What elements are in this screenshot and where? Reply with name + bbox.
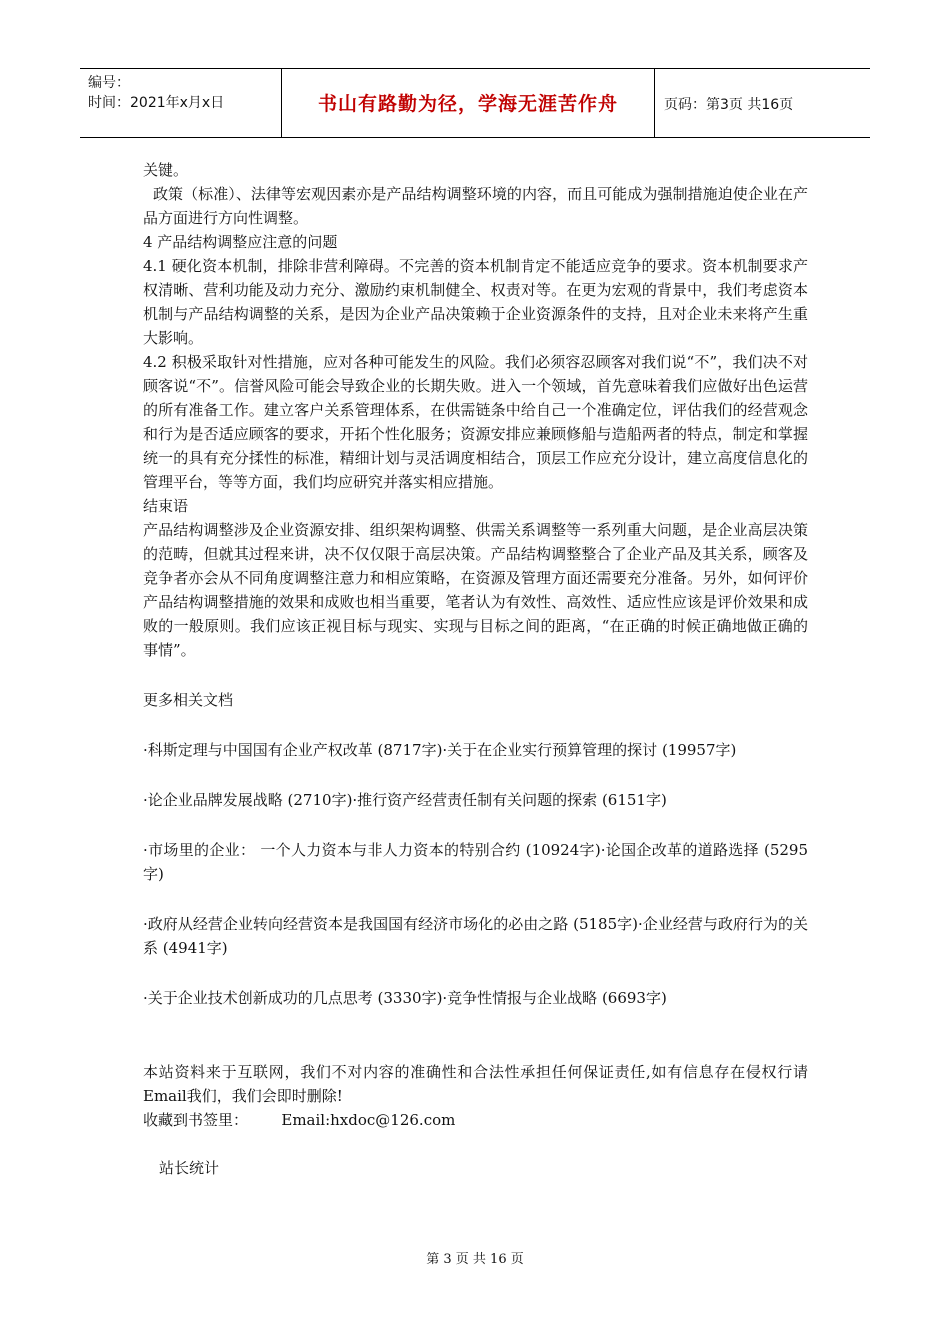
paragraph: 4.2 积极采取针对性措施，应对各种可能发生的风险。我们必须容忍顾客对我们说“不”，我们决不对顾客说“不”。信誉风险可能会导致企业的长期失败。进入一个领域，首先意味着我们应做好出色运营的所有准备工作。建立客户关系管理体系，在供需链条中给自己一个准确定位，评估我们的经营观念和行为是否适应顾客的要求，开拓个性化服务；资源安排应兼顾修船与造船两者的特点，制定和掌握统一的具有充分揉性的标准，精细计划与灵活调度相结合，顶层工作应充分设计，建立高度信息化的管理平台，等等方面，我们均应研究并落实相应措施。 (143, 353, 808, 491)
paragraph: 4.1 硬化资本机制，排除非营利障碍。不完善的资本机制肯定不能适应竞争的要求。资本机制要求产权清晰、营利功能及动力充分、激励约束机制健全、权责对等。在更为宏观的背景中，我们考虑资本机制与产品结构调整的关系，是因为企业产品决策赖于企业资源条件的支持，且对企业未来将产生重大影响。 (143, 257, 808, 347)
header-number: 编号： (88, 75, 130, 91)
paragraph: 产品结构调整涉及企业资源安排、组织架构调整、供需关系调整等一系列重大问题，是企业高层决策的范畴，但就其过程来讲，决不仅仅限于高层决策。产品结构调整整合了企业产品及其关系，顾客及竞争者亦会从不同角度调整注意力和相应策略，在资源及管理方面还需要充分准备。另外，如何评价产品结构调整措施的效果和成败也相当重要，笔者认为有效性、高效性、适应性应该是评价效果和成败的一般原则。我们应该正视目标与现实、实现与目标之间的距离，“在正确的时候正确地做正确的事情”。 (143, 521, 808, 659)
page-header (80, 68, 870, 138)
disclaimer: 本站资料来于互联网，我们不对内容的准确性和合法性承担任何保证责任,如有信息存在侵权行请Email我们，我们会即时删除! (143, 1063, 808, 1105)
site-stats-link[interactable]: 站长统计 (159, 1159, 220, 1177)
related-doc-link[interactable]: ·论企业品牌发展战略 (2710字)·推行资产经营责任制有关问题的探索 (6151字) (143, 791, 667, 809)
related-doc-link[interactable]: ·市场里的企业： 一个人力资本与非人力资本的特别合约 (10924字)·论国企改革的道路选择 (5295字) (143, 841, 808, 883)
page-footer: 第 3 页 共 16 页 (426, 1252, 524, 1267)
header-motto: 书山有路勤为径，学海无涯苦作舟 (317, 93, 618, 115)
paragraph: 关键。 (143, 161, 189, 179)
header-meta (88, 73, 278, 113)
header-date: 时间：2021年x月x日 (88, 95, 225, 111)
header-page-number: 页码：第3页 共16页 (664, 97, 794, 113)
section-heading: 4 产品结构调整应注意的问题 (143, 233, 338, 251)
related-doc-link[interactable]: ·政府从经营企业转向经营资本是我国国有经济市场化的必由之路 (5185字)·企业经营与政府行为的关系 (4941字) (143, 915, 808, 957)
related-docs-title: 更多相关文档 (143, 691, 234, 709)
bookmark-line[interactable]: 收藏到书签里： Email:hxdoc@126.com (143, 1111, 456, 1129)
document-body (143, 158, 808, 1180)
section-heading: 结束语 (143, 497, 189, 515)
paragraph: 政策（标准）、法律等宏观因素亦是产品结构调整环境的内容，而且可能成为强制措施迫使企业在产品方面进行方向性调整。 (143, 185, 808, 227)
header-divider (654, 69, 655, 137)
related-doc-link[interactable]: ·关于企业技术创新成功的几点思考 (3330字)·竞争性情报与企业战略 (6693字) (143, 989, 667, 1007)
related-doc-link[interactable]: ·科斯定理与中国国有企业产权改革 (8717字)·关于在企业实行预算管理的探讨 (19957字) (143, 741, 737, 759)
